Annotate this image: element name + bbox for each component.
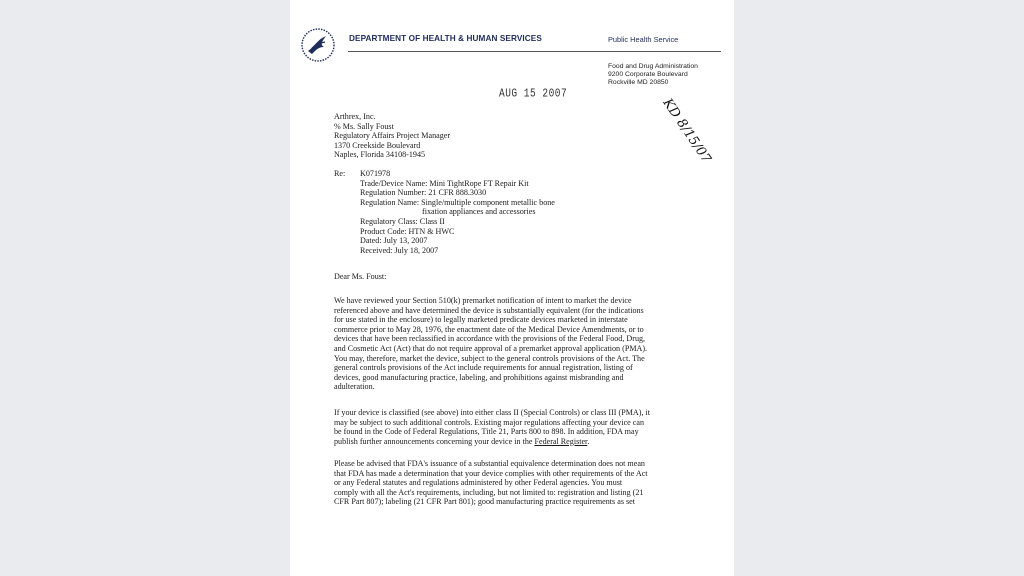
paragraph-line: If your device is classified (see above) into either class II (Special Controls) or class III (PMA), it xyxy=(334,408,651,417)
department-heading: DEPARTMENT OF HEALTH & HUMAN SERVICES xyxy=(349,34,542,43)
paragraph-line: devices that have been reclassified in accordance with the provisions of the Federal Food, Drug, xyxy=(334,334,646,344)
paragraph-2 xyxy=(334,408,722,446)
recipient-line: Arthrex, Inc. xyxy=(334,112,376,121)
paragraph-line xyxy=(334,437,722,447)
re-regulatory-class: Regulatory Class: Class II xyxy=(360,216,445,226)
recipient-address xyxy=(334,112,450,160)
paragraph-line: comply with all the Act's requirements, including, but not limited to: registration and listing (21 xyxy=(334,487,644,497)
paragraph-1 xyxy=(334,296,722,392)
paragraph-line: and Cosmetic Act (Act) that do not require approval of a premarket approval application (PMA). xyxy=(334,343,648,353)
re-dated: Dated: July 13, 2007 xyxy=(360,236,428,246)
paragraph-line: devices, good manufacturing practice, labeling, and prohibitions against misbranding and xyxy=(334,372,624,382)
fda-address-line: Rockville MD 20850 xyxy=(608,79,669,86)
re-label: Re: xyxy=(334,169,346,178)
paragraph-line: CFR Part 807); labeling (21 CFR Part 801); good manufacturing practice requirements as set xyxy=(334,497,635,507)
paragraph-line: may be subject to such additional controls. Existing major regulations affecting your device can xyxy=(334,417,645,427)
paragraph-line: that FDA has made a determination that your device complies with other requirements of the Act xyxy=(334,468,648,478)
salutation: Dear Ms. Foust: xyxy=(334,272,387,281)
date-stamp: AUG 15 2007 xyxy=(499,86,568,101)
paragraph-line: be found in the Code of Federal Regulations, Title 21, Parts 800 to 898. In addition, FDA may xyxy=(334,427,639,437)
re-regulation-name-cont: fixation appliances and accessories xyxy=(422,207,536,217)
paragraph-text: . xyxy=(587,436,590,446)
handwritten-note: KD 8/15/07 xyxy=(659,96,714,167)
paragraph-line: adulteration. xyxy=(334,382,375,392)
paragraph-line: or any Federal statutes and regulations administered by other Federal agencies. You must xyxy=(334,478,623,488)
public-health-service: Public Health Service xyxy=(608,35,679,44)
paragraph-line: referenced above and have determined the device is substantially equivalent (for the indications xyxy=(334,305,644,315)
re-number: K071978 xyxy=(360,169,391,178)
re-regulation-number: Regulation Number: 21 CFR 888.3030 xyxy=(360,188,487,198)
recipient-line: Regulatory Affairs Project Manager xyxy=(334,131,451,141)
re-block xyxy=(360,169,555,255)
federal-register-reference: Federal Register xyxy=(534,436,588,446)
paragraph-text: publish further announcements concerning your device in the xyxy=(334,436,535,446)
paragraph-line: for use stated in the enclosure) to legally marketed predicate devices marketed in interstate xyxy=(334,315,628,325)
fda-address-line: Food and Drug Administration xyxy=(608,63,698,70)
paragraph-3 xyxy=(334,459,722,507)
re-regulation-name: Regulation Name: Single/multiple component metallic bone xyxy=(360,197,555,207)
hhs-seal-icon xyxy=(300,27,336,63)
paragraph-line: commerce prior to May 28, 1976, the enactment date of the Medical Device Amendments, or to xyxy=(334,324,644,334)
paragraph-line: We have reviewed your Section 510(k) premarket notification of intent to market the device xyxy=(334,296,632,305)
re-trade-name: Trade/Device Name: Mini TightRope FT Repair Kit xyxy=(360,178,529,188)
recipient-line: % Ms. Sally Foust xyxy=(334,121,394,131)
paragraph-line: You may, therefore, market the device, subject to the general controls provisions of the Act. The xyxy=(334,353,645,363)
paragraph-line: general controls provisions of the Act include requirements for annual registration, listing of xyxy=(334,363,633,373)
paragraph-line: Please be advised that FDA's issuance of a substantial equivalence determination does not mean xyxy=(334,459,645,468)
recipient-line: Naples, Florida 34108-1945 xyxy=(334,150,426,160)
fda-address xyxy=(608,63,698,87)
letter-page xyxy=(290,0,734,576)
fda-address-line: 9200 Corporate Boulevard xyxy=(608,71,688,78)
letterhead-rule xyxy=(348,51,721,52)
re-received: Received: July 18, 2007 xyxy=(360,245,439,255)
recipient-line: 1370 Creekside Boulevard xyxy=(334,140,421,150)
re-product-code: Product Code: HTN & HWC xyxy=(360,226,455,236)
